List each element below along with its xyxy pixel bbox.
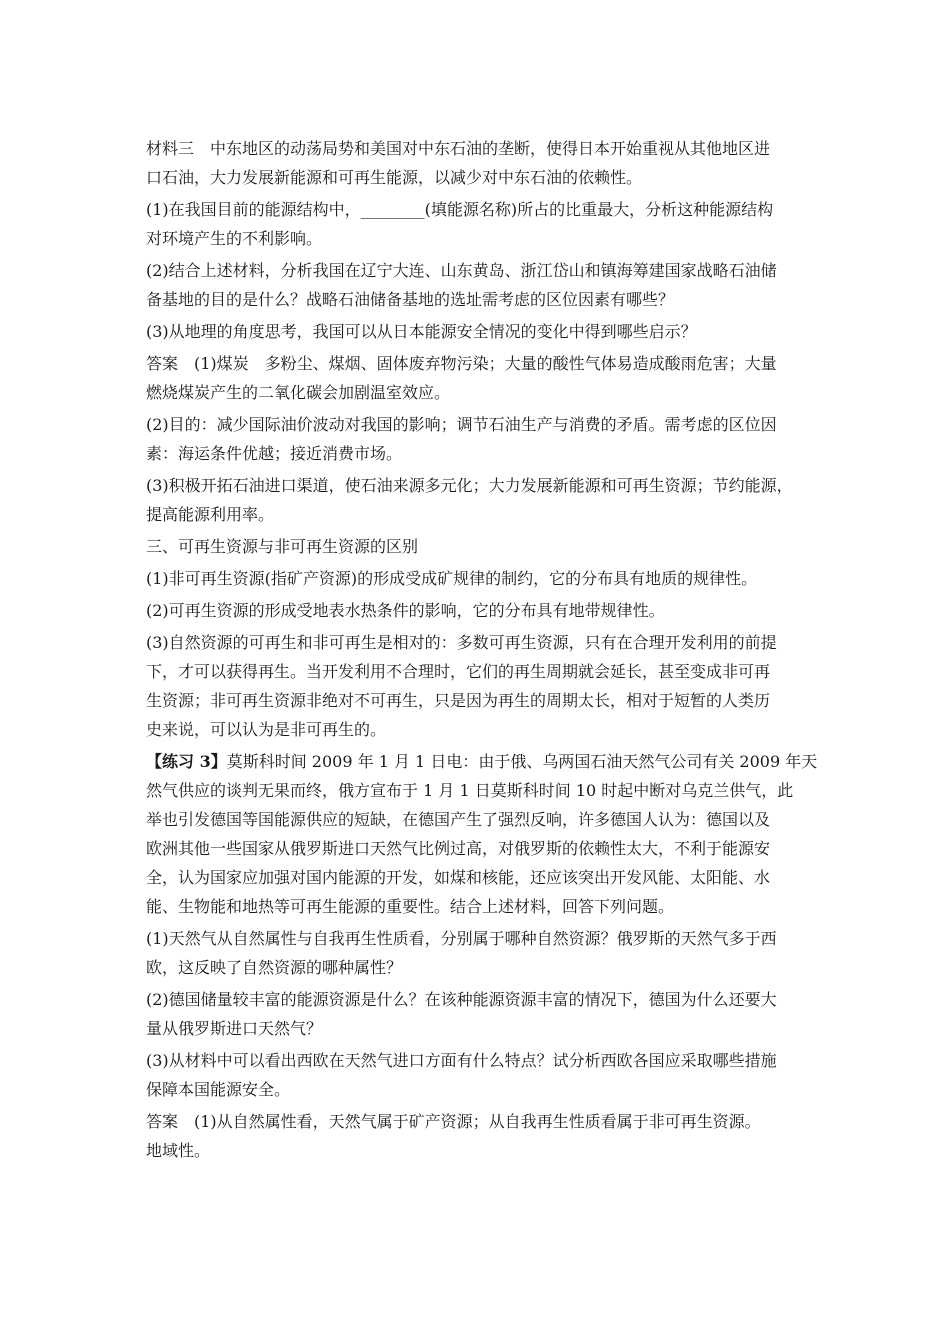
text-line: (2)结合上述材料，分析我国在辽宁大连、山东黄岛、浙江岱山和镇海筹建国家战略石油储	[146, 261, 777, 280]
text-line: 对环境产生的不利影响。	[146, 229, 323, 248]
text-line: 材料三 中东地区的动荡局势和美国对中东石油的垄断，使得日本开始重视从其他地区进	[146, 139, 771, 158]
text-line: 能、生物能和地热等可再生能源的重要性。结合上述材料，回答下列问题。	[146, 897, 675, 916]
document-page	[146, 134, 818, 1168]
exercise-question-2	[146, 985, 810, 1043]
question-2	[146, 256, 810, 314]
text-line: (3)从材料中可以看出西欧在天然气进口方面有什么特点？试分析西欧各国应采取哪些措施	[146, 1051, 777, 1070]
text-line: 口石油，大力发展新能源和可再生能源，以减少对中东石油的依赖性。	[146, 168, 643, 187]
text-line: 举也引发德国等国能源供应的短缺，在德国产生了强烈反响，许多德国人认为：德国以及	[146, 810, 771, 829]
text-line: 欧，这反映了自然资源的哪种属性？	[146, 958, 403, 977]
text-line: (3)积极开拓石油进口渠道，使石油来源多元化；大力发展新能源和可再生资源；节约能源，	[146, 476, 793, 495]
text-line: 燃烧煤炭产生的二氧化碳会加剧温室效应。	[146, 383, 451, 402]
answer-3	[146, 471, 810, 529]
text-line: 备基地的目的是什么？战略石油储备基地的选址需考虑的区位因素有哪些？	[146, 290, 675, 309]
text-line: 地域性。	[146, 1141, 211, 1160]
text-line: (2)德国储量较丰富的能源资源是什么？在该种能源资源丰富的情况下，德国为什么还要大	[146, 990, 777, 1009]
text-line: 史来说，可以认为是非可再生的。	[146, 720, 387, 739]
text-line: 素：海运条件优越；接近消费市场。	[146, 444, 403, 463]
text-line: 提高能源利用率。	[146, 505, 275, 524]
material-three-paragraph	[146, 134, 810, 192]
exercise-text: 莫斯科时间 2009 年 1 月 1 日电：由于俄、乌两国石油天然气公司有关 2009 年天	[226, 752, 818, 771]
text-line: (2)目的：减少国际油价波动对我国的影响；调节石油生产与消费的矛盾。需考虑的区位因	[146, 415, 777, 434]
text-line: (3)自然资源的可再生和非可再生是相对的：多数可再生资源，只有在合理开发利用的前提	[146, 633, 777, 652]
text-line: 量从俄罗斯进口天然气？	[146, 1019, 323, 1038]
text-line: (1)天然气从自然属性与自我再生性质看，分别属于哪种自然资源？俄罗斯的天然气多于西	[146, 929, 777, 948]
point-2	[146, 596, 810, 625]
point-1	[146, 564, 810, 593]
answer-1	[146, 349, 810, 407]
text-line	[146, 747, 818, 776]
text-line: 答案 (1)从自然属性看，天然气属于矿产资源；从自我再生性质看属于非可再生资源。	[146, 1112, 761, 1131]
text-line: 生资源；非可再生资源非绝对不可再生，只是因为再生的周期太长，相对于短暂的人类历	[146, 691, 771, 710]
text-line: (3)从地理的角度思考，我国可以从日本能源安全情况的变化中得到哪些启示？	[146, 322, 697, 341]
point-3	[146, 628, 810, 744]
text-line: (1)非可再生资源(指矿产资源)的形成受成矿规律的制约，它的分布具有地质的规律性。	[146, 569, 758, 588]
text-line: 全，认为国家应加强对国内能源的开发，如煤和核能，还应该突出开发风能、太阳能、水	[146, 868, 771, 887]
text-line: 然气供应的谈判无果而终，俄方宣布于 1 月 1 日莫斯科时间 10 时起中断对乌克兰供气，此	[146, 781, 794, 800]
text-line: (1)在我国目前的能源结构中，________(填能源名称)所占的比重最大，分析这种能源结构	[146, 200, 774, 219]
text-line: 下，才可以获得再生。当开发利用不合理时，它们的再生周期就会延长，甚至变成非可再	[146, 662, 771, 681]
text-line: 欧洲其他一些国家从俄罗斯进口天然气比例过高，对俄罗斯的依赖性太大，不利于能源安	[146, 839, 771, 858]
answer-2	[146, 410, 810, 468]
exercise-question-1	[146, 924, 810, 982]
question-3	[146, 317, 810, 346]
exercise-3	[146, 747, 818, 921]
section-heading	[146, 532, 810, 561]
text-line: 答案 (1)煤炭 多粉尘、煤烟、固体废弃物污染；大量的酸性气体易造成酸雨危害；大量	[146, 354, 777, 373]
text-line: 三、可再生资源与非可再生资源的区别	[146, 537, 419, 556]
exercise-answer-1	[146, 1107, 810, 1165]
question-1	[146, 195, 810, 253]
text-line: (2)可再生资源的形成受地表水热条件的影响，它的分布具有地带规律性。	[146, 601, 665, 620]
exercise-label: 【练习 3】	[146, 752, 227, 771]
exercise-question-3	[146, 1046, 810, 1104]
text-line: 保障本国能源安全。	[146, 1080, 291, 1099]
